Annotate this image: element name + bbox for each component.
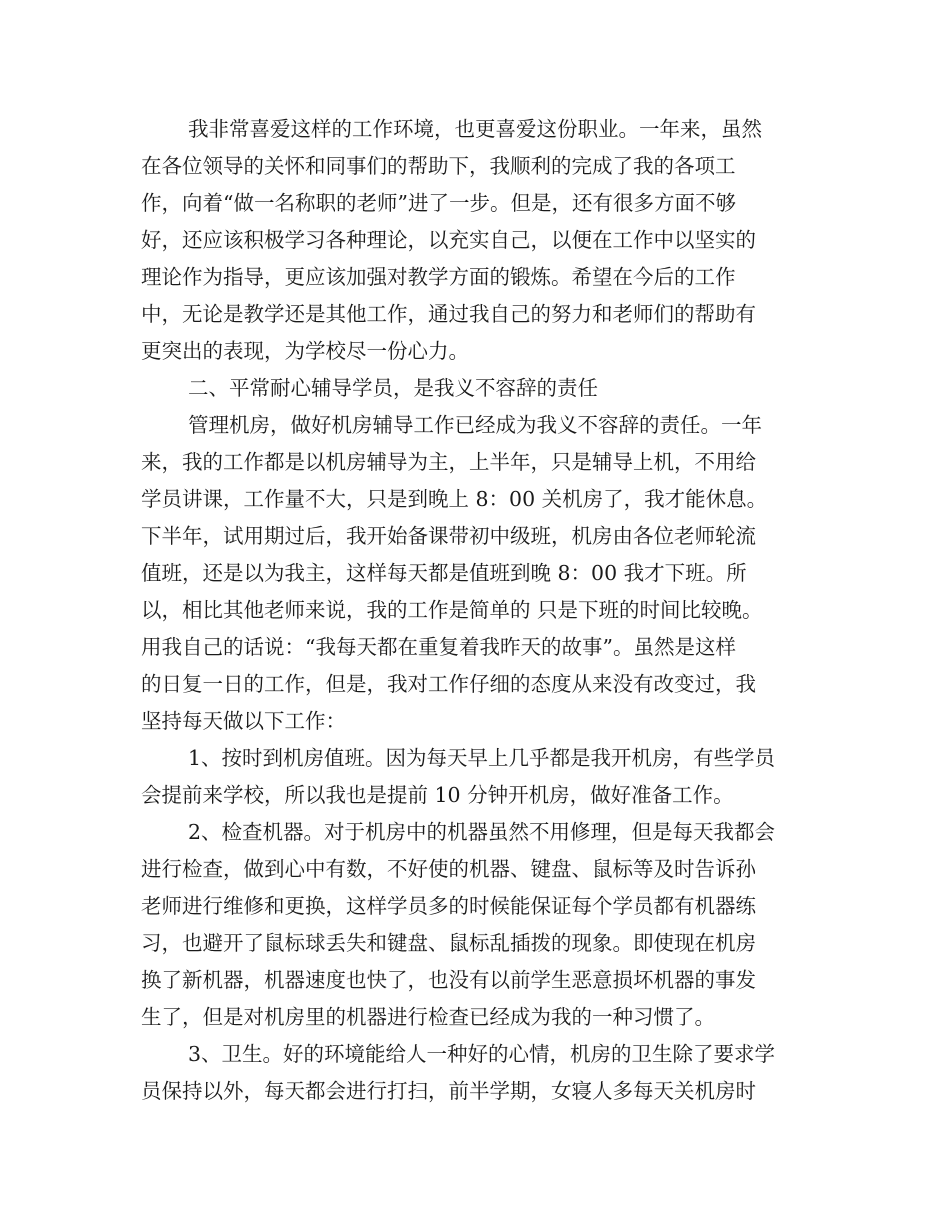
list-item-line: 会提前来学校，所以我也是提前 10 分钟开机房，做好准备工作。 <box>141 783 734 807</box>
paragraph-line: 我非常喜爱这样的工作环境，也更喜爱这份职业。一年来，虽然 <box>188 117 762 141</box>
paragraph-line: 来，我的工作都是以机房辅导为主，上半年，只是辅导上机，不用给 <box>141 450 756 474</box>
list-item-line: 生了，但是对机房里的机器进行检查已经成为我的一种习惯了。 <box>141 1005 715 1029</box>
paragraph-line: 好，还应该积极学习各种理论，以充实自己，以便在工作中以坚实的 <box>141 228 756 252</box>
paragraph-line: 管理机房，做好机房辅导工作已经成为我义不容辞的责任。一年 <box>188 413 762 437</box>
paragraph-line: 以，相比其他老师来说，我的工作是简单的 只是下班的时间比较晚。 <box>141 598 763 622</box>
paragraph-line: 值班，还是以为我主，这样每天都是值班到晚 8：00 我才下班。所 <box>141 561 747 585</box>
list-item-line: 2、检查机器。对于机房中的机器虽然不用修理，但是每天我都会 <box>188 820 776 844</box>
paragraph-line: 作，向着“做一名称职的老师”进了一步。但是，还有很多方面不够 <box>141 191 736 215</box>
list-item-line: 换了新机器，机器速度也快了，也没有以前学生恶意损坏机器的事发 <box>141 968 756 992</box>
paragraph-line: 中，无论是教学还是其他工作，通过我自己的努力和老师们的帮助有 <box>141 302 756 326</box>
paragraph-line: 用我自己的话说：“我每天都在重复着我昨天的故事”。虽然是这样 <box>141 635 736 659</box>
list-item-line: 员保持以外，每天都会进行打扫，前半学期，女寝人多每天关机房时 <box>141 1079 756 1103</box>
paragraph-line: 下半年，试用期过后，我开始备课带初中级班，机房由各位老师轮流 <box>141 524 756 548</box>
paragraph-line: 更突出的表现，为学校尽一份心力。 <box>141 339 469 363</box>
section-heading: 二、平常耐心辅导学员，是我义不容辞的责任 <box>188 376 598 400</box>
list-item-line: 进行检查，做到心中有数，不好使的机器、键盘、鼠标等及时告诉孙 <box>141 857 756 881</box>
paragraph-line: 理论作为指导，更应该加强对教学方面的锻炼。希望在今后的工作 <box>141 265 736 289</box>
list-item-line: 3、卫生。好的环境能给人一种好的心情，机房的卫生除了要求学 <box>188 1042 776 1066</box>
paragraph-line: 坚持每天做以下工作： <box>141 709 346 733</box>
paragraph-line: 学员讲课，工作量不大，只是到晚上 8：00 关机房了，我才能休息。 <box>141 487 768 511</box>
list-item-line: 1、按时到机房值班。因为每天早上几乎都是我开机房，有些学员 <box>188 746 776 770</box>
paragraph-line: 的日复一日的工作，但是，我对工作仔细的态度从来没有改变过，我 <box>141 672 756 696</box>
list-item-line: 老师进行维修和更换，这样学员多的时候能保证每个学员都有机器练 <box>141 894 756 918</box>
list-item-line: 习，也避开了鼠标球丢失和键盘、鼠标乱插拨的现象。即使现在机房 <box>141 931 756 955</box>
paragraph-line: 在各位领导的关怀和同事们的帮助下，我顺利的完成了我的各项工 <box>141 154 736 178</box>
